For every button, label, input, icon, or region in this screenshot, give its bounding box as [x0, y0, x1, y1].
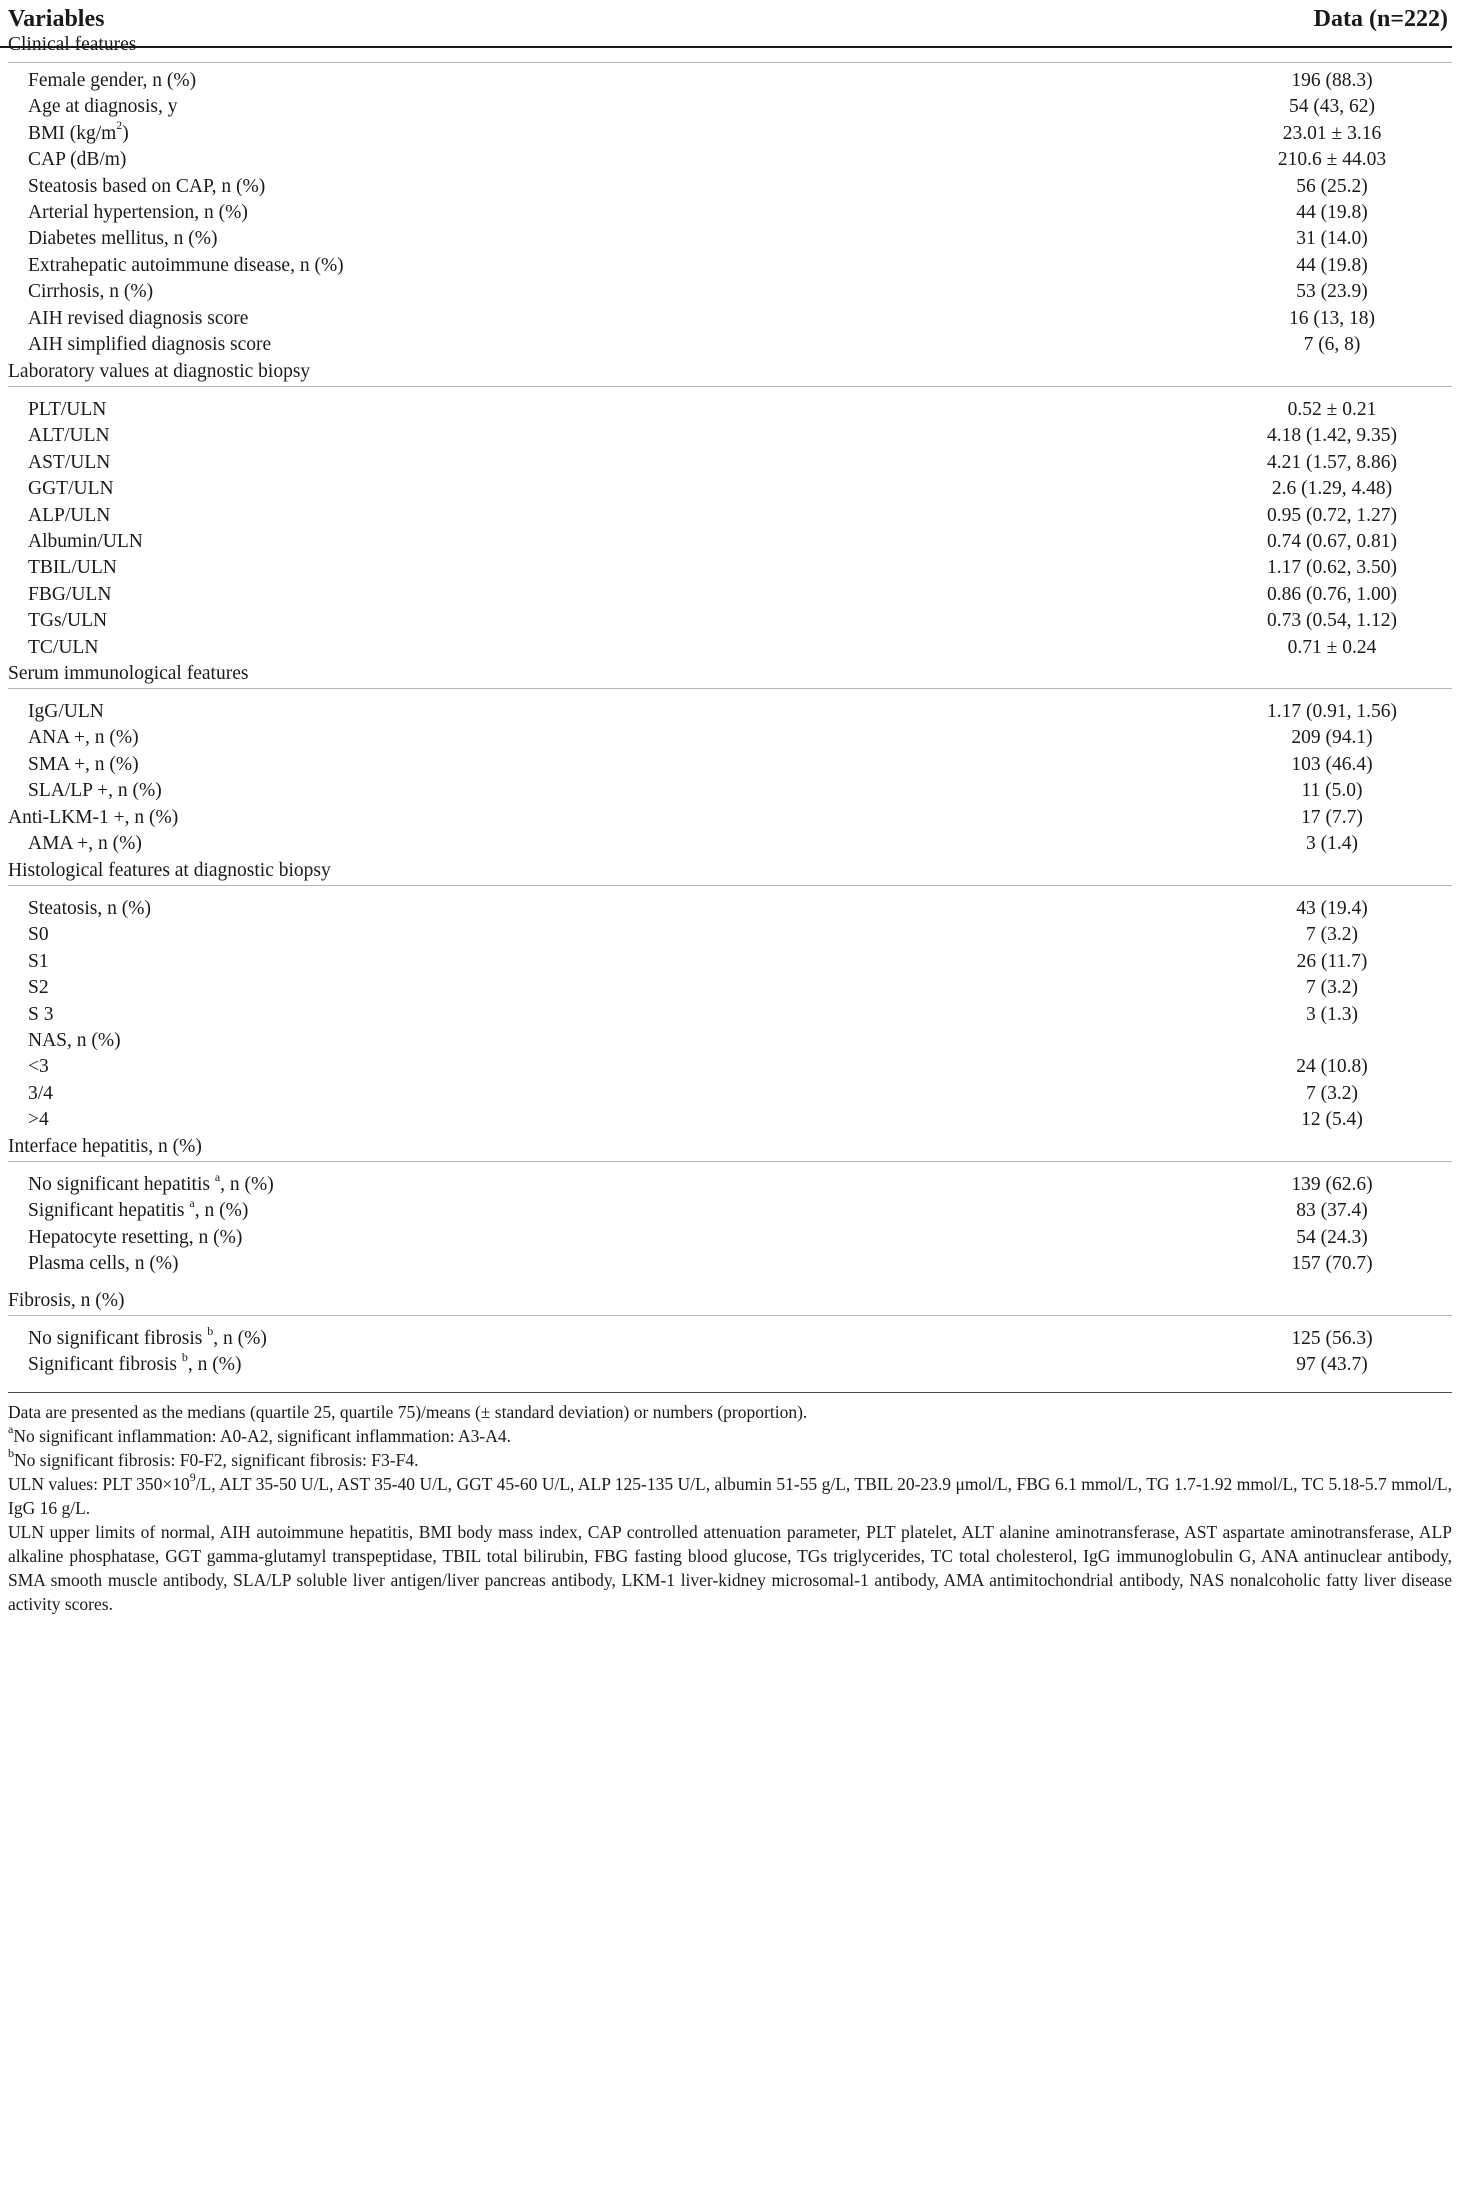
row-label-text: No significant fibrosis — [28, 1328, 208, 1349]
row-label-superscript: b — [181, 1349, 188, 1364]
row-label-text: Age at diagnosis, y — [28, 96, 178, 118]
row-label — [28, 1030, 121, 1052]
row-label — [28, 924, 49, 946]
row-label — [28, 255, 344, 277]
row-label-text: PLT/ULN — [28, 399, 107, 420]
variables-column-header: Variables — [8, 6, 105, 32]
row-value: 4.21 (1.57, 8.86) — [1267, 451, 1397, 473]
row-label-superscript: a — [214, 1169, 221, 1184]
section-title-immuno: Serum immunological features — [8, 663, 249, 684]
row-label-text: Albumin/ULN — [28, 531, 143, 552]
row-value: 0.95 (0.72, 1.27) — [1267, 504, 1397, 526]
row-value: 23.01 ± 3.16 — [1282, 122, 1382, 144]
row-label-text: Steatosis, n (%) — [28, 898, 151, 919]
row-value: 139 (62.6) — [1291, 1174, 1373, 1195]
row-label — [28, 478, 114, 500]
table-row-plasma-cells — [0, 1247, 1452, 1284]
row-label — [28, 1195, 249, 1222]
row-label — [28, 727, 139, 749]
row-label-text: ANA +, n (%) — [28, 727, 139, 749]
row-label — [28, 118, 129, 145]
row-value: 0.52 ± 0.21 — [1287, 399, 1377, 420]
row-label-text: Hepatocyte resetting, n (%) — [28, 1226, 243, 1248]
row-label — [28, 637, 98, 659]
row-value: 1.17 (0.62, 3.50) — [1267, 557, 1397, 579]
section-divider — [8, 62, 1452, 63]
row-label — [28, 308, 248, 330]
row-label-text: Anti-LKM-1 +, n (%) — [8, 806, 179, 828]
row-label-suffix: , n (%) — [213, 1328, 267, 1349]
row-label — [28, 505, 110, 527]
uln-values-note — [8, 1472, 1452, 1520]
row-label-text: AST/ULN — [28, 451, 111, 473]
section-divider — [8, 386, 1452, 387]
row-label-text: S 3 — [28, 1003, 54, 1025]
section-divider — [8, 1315, 1452, 1316]
row-value: 17 (7.7) — [1301, 806, 1363, 828]
row-label-text: S1 — [28, 950, 49, 972]
row-value: 31 (14.0) — [1296, 228, 1368, 250]
row-label-text: Steatosis based on CAP, n (%) — [28, 175, 266, 197]
section-row-clinical — [0, 28, 1452, 65]
row-label-text: 3/4 — [28, 1082, 53, 1104]
row-label — [28, 1004, 53, 1026]
row-label-text: Significant fibrosis — [28, 1354, 182, 1376]
row-value: 24 (10.8) — [1296, 1056, 1368, 1078]
footnote-a-text: No significant inflammation: A0-A2, significant inflammation: A3-A4. — [13, 1426, 512, 1446]
row-label — [28, 1227, 242, 1249]
row-label-suffix: , n (%) — [187, 1354, 242, 1376]
row-label-text: BMI (kg/m — [28, 122, 117, 144]
row-label-text: AIH simplified diagnosis score — [28, 334, 272, 355]
row-value: 0.86 (0.76, 1.00) — [1267, 583, 1397, 605]
row-value: 209 (94.1) — [1291, 727, 1373, 749]
row-label-text: NAS, n (%) — [28, 1030, 121, 1051]
row-value: 125 (56.3) — [1291, 1328, 1373, 1349]
row-label — [28, 1083, 53, 1105]
row-label-text: Cirrhosis, n (%) — [28, 281, 154, 303]
footnote-a-mark: a — [8, 1422, 14, 1437]
abbreviations-note: ULN upper limits of normal, AIH autoimmune hepatitis, BMI body mass index, CAP controlled attenuation parameter, PLT platelet, ALT alanine aminotransferase, AST aspartate aminotransferase, ALP alkaline phosphatase, GGT gamma-glutamyl transpeptidase, TBIL total bilirubin, FBG fasting blood glucose, TGs triglycerides, TC total cholesterol, IgG immunoglobulin G, ANA antinuclear antibody, SMA smooth muscle antibody, SLA/LP soluble liver antigen/liver pancreas antibody, LKM-1 liver-kidney microsomal-1 antibody, AMA antimitochondrial antibody, NAS nonalcoholic fatty liver disease activity scores. — [8, 1522, 1452, 1614]
row-label-text: TC/ULN — [28, 636, 99, 658]
row-value: 0.73 (0.54, 1.12) — [1267, 610, 1397, 632]
row-label-text: IgG/ULN — [28, 701, 104, 722]
row-label — [28, 1349, 242, 1376]
row-label — [28, 228, 218, 250]
row-label-superscript: b — [207, 1323, 214, 1338]
row-label-text: >4 — [28, 1109, 49, 1131]
presentation-note: Data are presented as the medians (quartile 25, quartile 75)/means (± standard deviation) or numbers (proportion). — [8, 1402, 808, 1422]
section-title-interface: Interface hepatitis, n (%) — [8, 1136, 202, 1157]
row-label-text: FBG/ULN — [28, 583, 112, 605]
row-label — [28, 176, 265, 198]
row-label-suffix: ) — [122, 122, 129, 144]
row-value: 54 (43, 62) — [1288, 96, 1376, 118]
row-value: 7 (3.2) — [1306, 924, 1358, 946]
row-label — [28, 1109, 49, 1131]
section-title-fibrosis: Fibrosis, n (%) — [8, 1290, 125, 1311]
row-value: 83 (37.4) — [1296, 1200, 1368, 1222]
row-label — [28, 531, 143, 553]
uln-values-post: /L, ALT 35-50 U/L, AST 35-40 U/L, GGT 45-60 U/L, ALP 125-135 U/L, albumin 51-55 g/L, TBIL 20-23.9 μmol/L, FBG 6.1 mmol/L, TG 1.7-1.92 mmol/L, TC 5.18-5.7 mmol/L, IgG 16 g/L. — [8, 1474, 1453, 1518]
row-label-text: No significant hepatitis — [28, 1174, 215, 1195]
row-label-text: TGs/ULN — [28, 610, 108, 632]
row-value: 54 (24.3) — [1296, 1226, 1368, 1248]
row-label-text: TBIL/ULN — [28, 557, 117, 579]
footnote-b-text: No significant fibrosis: F0-F2, significant fibrosis: F3-F4. — [14, 1450, 419, 1470]
uln-values-pre: ULN values: PLT 350×10 — [8, 1474, 190, 1494]
row-value: 44 (19.8) — [1296, 202, 1368, 223]
row-label-suffix: , n (%) — [220, 1174, 274, 1195]
row-label — [28, 584, 111, 606]
row-label-superscript: a — [189, 1195, 195, 1210]
row-value: 43 (19.4) — [1296, 898, 1368, 919]
row-label-text: Diabetes mellitus, n (%) — [28, 228, 218, 250]
row-label — [28, 1323, 267, 1350]
row-label-text: ALT/ULN — [28, 425, 110, 447]
row-label-text: CAP (dB/m) — [28, 149, 127, 171]
row-label — [8, 807, 178, 829]
section-title-clinical: Clinical features — [8, 34, 137, 55]
row-label-text: Extrahepatic autoimmune disease, n (%) — [28, 254, 344, 276]
section-divider — [8, 885, 1452, 886]
row-label — [28, 754, 139, 776]
row-label — [28, 701, 104, 723]
row-value: 7 (3.2) — [1306, 977, 1358, 999]
row-value: 3 (1.3) — [1306, 1003, 1358, 1025]
row-label — [28, 833, 142, 855]
row-value: 12 (5.4) — [1301, 1109, 1363, 1131]
row-value: 44 (19.8) — [1296, 254, 1368, 276]
row-value: 4.18 (1.42, 9.35) — [1267, 425, 1397, 447]
footnote-a — [8, 1424, 1452, 1448]
row-label — [28, 1253, 179, 1275]
row-label-text: S2 — [28, 977, 49, 999]
row-label — [28, 898, 151, 920]
row-label — [28, 149, 126, 171]
row-value: 157 (70.7) — [1291, 1253, 1373, 1275]
row-label — [28, 70, 196, 92]
row-label — [28, 399, 106, 421]
row-label-suffix: , n (%) — [194, 1200, 249, 1222]
row-value: 26 (11.7) — [1296, 950, 1368, 972]
row-value: 7 (6, 8) — [1303, 334, 1361, 355]
row-value: 53 (23.9) — [1296, 281, 1368, 303]
footnote-b — [8, 1448, 1452, 1472]
uln-values-sup: 9 — [189, 1470, 196, 1485]
row-value: 56 (25.2) — [1296, 175, 1368, 197]
row-label-text: AMA +, n (%) — [28, 833, 142, 854]
table-bottom-rule — [8, 1392, 1452, 1393]
row-label-text: S0 — [28, 924, 49, 946]
row-label — [28, 425, 110, 447]
row-label — [28, 202, 248, 224]
footnote-b-mark: b — [8, 1446, 14, 1461]
table-row-significant-fibrosis — [0, 1348, 1452, 1385]
row-value: 0.71 ± 0.24 — [1287, 636, 1377, 658]
section-title-lab: Laboratory values at diagnostic biopsy — [8, 361, 311, 382]
row-label — [28, 1056, 49, 1078]
row-value: 11 (5.0) — [1301, 780, 1363, 802]
row-label-text: SLA/LP +, n (%) — [28, 780, 162, 802]
row-label-text: Arterial hypertension, n (%) — [28, 202, 248, 223]
row-label — [28, 452, 110, 474]
row-label-text: GGT/ULN — [28, 478, 114, 500]
row-label — [28, 557, 117, 579]
row-value: 2.6 (1.29, 4.48) — [1271, 478, 1393, 500]
row-value: 3 (1.4) — [1306, 833, 1358, 854]
row-value: 0.74 (0.67, 0.81) — [1267, 531, 1397, 552]
row-label-text: AIH revised diagnosis score — [28, 307, 249, 329]
row-value: 97 (43.7) — [1296, 1354, 1368, 1376]
row-label — [28, 1169, 274, 1196]
row-label-text: Significant hepatitis — [28, 1200, 190, 1222]
row-label — [28, 951, 49, 973]
row-label — [28, 334, 271, 356]
table-footnotes — [8, 1400, 1452, 1616]
row-label — [28, 977, 49, 999]
section-title-histo: Histological features at diagnostic biopsy — [8, 860, 331, 881]
row-label — [28, 96, 177, 118]
row-label-text: ALP/ULN — [28, 504, 111, 526]
row-label-superscript: 2 — [116, 118, 123, 133]
row-value: 210.6 ± 44.03 — [1277, 149, 1387, 171]
section-divider — [8, 1161, 1452, 1162]
row-value: 1.17 (0.91, 1.56) — [1267, 701, 1397, 722]
row-value: 16 (13, 18) — [1288, 307, 1376, 329]
row-label — [28, 281, 153, 303]
row-value: 103 (46.4) — [1291, 753, 1373, 775]
row-label-text: Female gender, n (%) — [28, 70, 197, 91]
section-divider — [8, 688, 1452, 689]
row-label — [28, 610, 107, 632]
row-value: 196 (88.3) — [1291, 70, 1373, 91]
row-value: 7 (3.2) — [1306, 1082, 1358, 1104]
row-label — [28, 780, 162, 802]
data-column-header: Data (n=222) — [1313, 6, 1448, 32]
row-label-text: Plasma cells, n (%) — [28, 1253, 179, 1275]
row-label-text: <3 — [28, 1056, 49, 1078]
row-label-text: SMA +, n (%) — [28, 753, 139, 775]
